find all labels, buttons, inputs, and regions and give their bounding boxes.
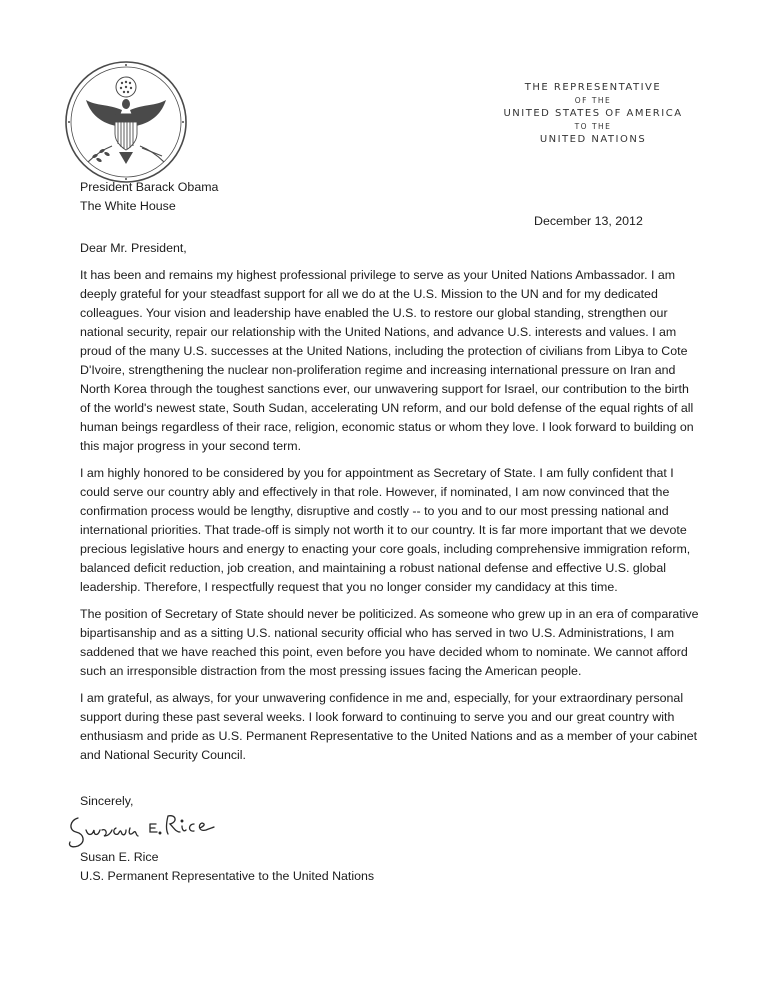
signer-title: U.S. Permanent Representative to the United Nations — [80, 869, 375, 883]
salutation: Dear Mr. President, — [80, 241, 187, 255]
paragraph-2: I am highly honored to be considered by you for appointment as Secretary of State. I am fully confident that I could serve our country ably and effectively in that role. However, if nominated, I am now convinced that the confirmation process would be lengthy, disruptive and costly -- to you and to our most pressing national and international priorities. That trade-off is simply not worth it to our country. It is far more important that we devote precious legislative hours and energy to enacting your core goals, including comprehensive immigration reform, balanced deficit reduction, job creation, and maintaining a robust national defense and effective U.S. global leadership. Therefore, I respectfully request that you no longer consider my candidacy at this time. — [80, 466, 691, 594]
handwritten-signature — [64, 806, 244, 852]
paragraph-3: The position of Secretary of State should never be politicized. As someone who grew up in an era of comparative bipartisanship and as a sitting U.S. national security official who has served in two U.S. Administrations, I am saddened that we have reached this point, even before you have decided whom to nominate. We cannot afford such an irresponsible distraction from the most pressing issues facing the American people. — [80, 607, 699, 678]
letterhead — [490, 81, 696, 147]
letterhead-line-2: OF THE — [574, 96, 612, 105]
signer-block — [80, 848, 374, 886]
great-seal-emblem — [64, 60, 188, 184]
letterhead-line-5: UNITED NATIONS — [539, 134, 647, 145]
letter-body — [80, 239, 700, 773]
letter-date: December 13, 2012 — [534, 214, 643, 228]
recipient-name: President Barack Obama — [80, 180, 219, 194]
paragraph-4: I am grateful, as always, for your unwavering confidence in me and, especially, for your extraordinary personal support during these past several weeks. I look forward to continuing to serve you and our great country with enthusiasm and pride as U.S. Permanent Representative to the United Nations and as a member of your cabinet and National Security Council. — [80, 691, 698, 762]
signer-name: Susan E. Rice — [80, 850, 159, 864]
paragraph-1: It has been and remains my highest professional privilege to serve as your United Nations Ambassador. I am deeply grateful for your steadfast support for all we do at the U.S. Mission to the UN and for my dedicated colleagues. Your vision and leadership have enabled the U.S. to restore our global standing, strengthen our national security, repair our relationship with the United Nations, and advance U.S. interests and values. I am proud of the many U.S. successes at the United Nations, including the protection of civilians from Libya to Cote D'Ivoire, strengthening the nuclear non-proliferation regime and increasing international pressure on Iran and North Korea through the toughest sanctions ever, our unwavering support for Israel, our contribution to the birth of the world's newest state, South Sudan, accelerating UN reform, and our bold defense of the equal rights of all human beings regardless of their race, religion, economic status or whom they love. I look forward to building on this major progress in your second term. — [80, 268, 694, 453]
recipient-address: The White House — [80, 199, 176, 213]
closing: Sincerely, — [80, 794, 134, 808]
letterhead-line-3: UNITED STATES OF AMERICA — [503, 108, 683, 119]
letterhead-line-1: THE REPRESENTATIVE — [524, 82, 662, 93]
letterhead-line-4: TO THE — [574, 122, 612, 131]
recipient-block — [80, 178, 218, 216]
